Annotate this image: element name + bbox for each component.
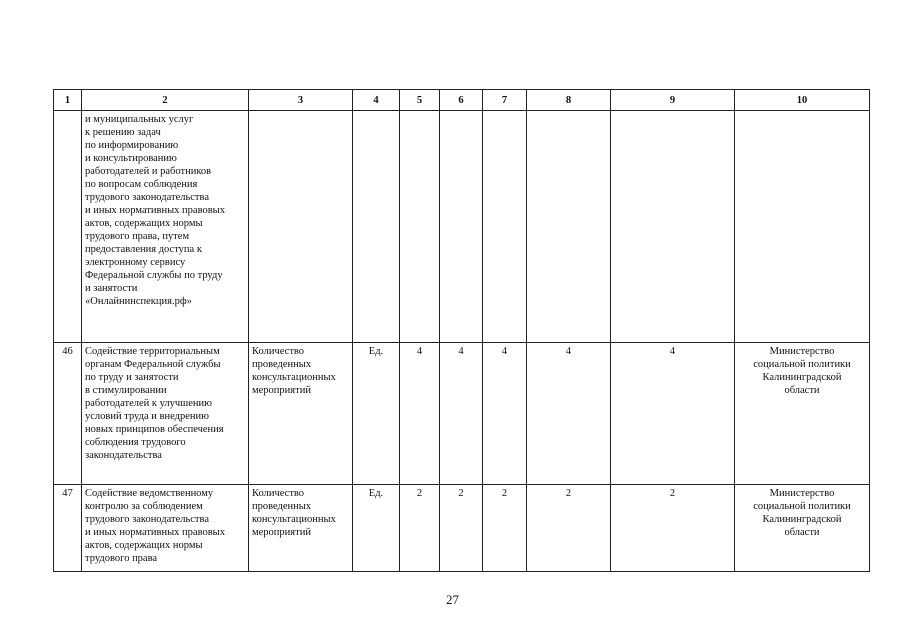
value-cell-5: 4 — [400, 343, 440, 485]
row-number-cell: 46 — [54, 343, 82, 485]
col-header-4: 4 — [353, 90, 400, 111]
value-cell-6: 2 — [440, 485, 483, 572]
col-header-2: 2 — [82, 90, 249, 111]
activity-description-cell: и муниципальных услуг к решению задач по информированию и консультированию работодателей и работников по вопросам соблюдения трудового законодательства и иных нормативных правовых актов, содержащих нормы трудового права, путем предоставления доступа к электронному сервису Федеральной службы по труду и занятости «Онлайнинспекция.рф» — [82, 111, 249, 343]
unit-cell: Ед. — [353, 343, 400, 485]
indicator-cell: Количество проведенных консультационных мероприятий — [249, 343, 353, 485]
value-cell-7: 4 — [483, 343, 527, 485]
value-cell-5: 2 — [400, 485, 440, 572]
responsible-cell — [735, 111, 870, 343]
responsible-cell: Министерство социальной политики Калининградской области — [735, 343, 870, 485]
table-header-row — [54, 90, 870, 111]
col-header-8: 8 — [527, 90, 611, 111]
indicator-cell — [249, 111, 353, 343]
value-cell-9: 2 — [611, 485, 735, 572]
col-header-6: 6 — [440, 90, 483, 111]
value-cell-7 — [483, 111, 527, 343]
value-cell-6 — [440, 111, 483, 343]
activity-description-cell: Содействие территориальным органам Федеральной службы по труду и занятости в стимулировании работодателей к улучшению условий труда и внедрению новых принципов обеспечения соблюдения трудового законодательства — [82, 343, 249, 485]
plan-table — [53, 89, 870, 572]
value-cell-7: 2 — [483, 485, 527, 572]
col-header-10: 10 — [735, 90, 870, 111]
table-row-47 — [54, 485, 870, 572]
col-header-7: 7 — [483, 90, 527, 111]
value-cell-9 — [611, 111, 735, 343]
col-header-1: 1 — [54, 90, 82, 111]
indicator-cell: Количество проведенных консультационных мероприятий — [249, 485, 353, 572]
value-cell-8: 4 — [527, 343, 611, 485]
value-cell-5 — [400, 111, 440, 343]
value-cell-8 — [527, 111, 611, 343]
unit-cell: Ед. — [353, 485, 400, 572]
unit-cell — [353, 111, 400, 343]
col-header-5: 5 — [400, 90, 440, 111]
value-cell-6: 4 — [440, 343, 483, 485]
row-number-cell — [54, 111, 82, 343]
col-header-3: 3 — [249, 90, 353, 111]
activity-description-cell: Содействие ведомственному контролю за соблюдением трудового законодательства и иных нормативных правовых актов, содержащих нормы трудового права — [82, 485, 249, 572]
page-number: 27 — [446, 592, 459, 607]
col-header-9: 9 — [611, 90, 735, 111]
responsible-cell: Министерство социальной политики Калининградской области — [735, 485, 870, 572]
table-row-continuation — [54, 111, 870, 343]
value-cell-8: 2 — [527, 485, 611, 572]
row-number-cell: 47 — [54, 485, 82, 572]
value-cell-9: 4 — [611, 343, 735, 485]
table-row-46 — [54, 343, 870, 485]
